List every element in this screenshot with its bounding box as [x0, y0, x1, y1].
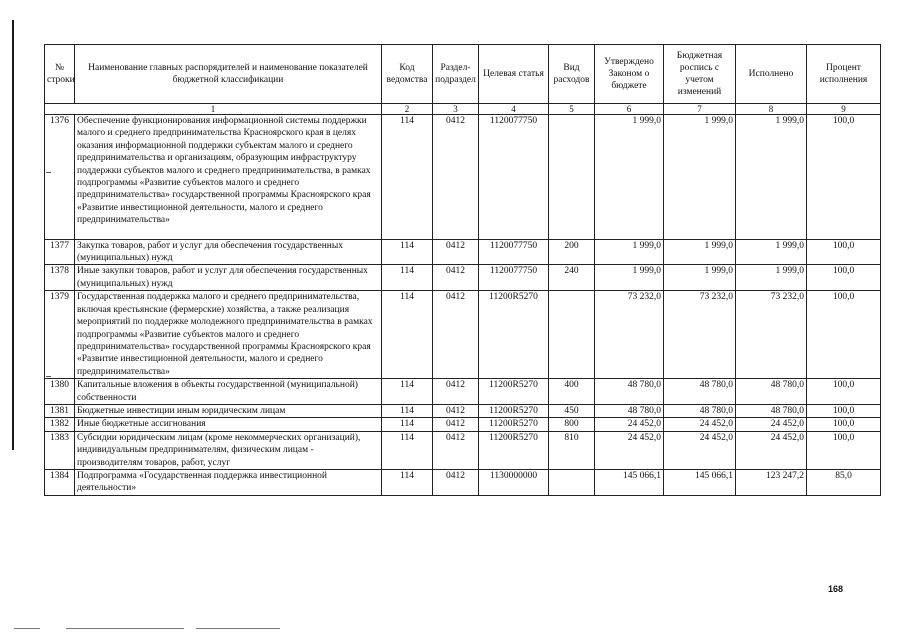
header-executed: Исполнено — [736, 45, 807, 104]
approved-amount: 1 999,0 — [595, 265, 664, 291]
percent-executed: 100,0 — [807, 115, 881, 240]
row-name: Иные бюджетные ассигнования — [75, 418, 382, 431]
column-number: 5 — [549, 104, 595, 115]
target-article: 1120077750 — [479, 239, 549, 265]
executed-amount: 48 780,0 — [736, 404, 807, 417]
header-name: Наименование главных распорядителей и наименование показателей бюджетной классификации — [75, 45, 382, 104]
section-code: 0412 — [433, 404, 479, 417]
table-row — [45, 265, 881, 291]
expense-type: 800 — [549, 418, 595, 431]
header-row-no: № строки — [45, 45, 75, 104]
percent-executed: 85,0 — [807, 469, 881, 495]
dept-code: 114 — [382, 431, 433, 469]
percent-executed: 100,0 — [807, 404, 881, 417]
column-number-row — [45, 104, 881, 115]
expense-type — [549, 469, 595, 495]
header-section: Раздел-подраздел — [433, 45, 479, 104]
percent-executed: 100,0 — [807, 431, 881, 469]
bottom-rule — [66, 628, 184, 629]
budget-list-amount: 73 232,0 — [664, 291, 736, 379]
section-code: 0412 — [433, 418, 479, 431]
table-row — [45, 239, 881, 265]
approved-amount: 24 452,0 — [595, 418, 664, 431]
table-row — [45, 379, 881, 405]
executed-amount: 24 452,0 — [736, 418, 807, 431]
executed-amount: 24 452,0 — [736, 431, 807, 469]
executed-amount: 123 247,2 — [736, 469, 807, 495]
table-row — [45, 469, 881, 495]
budget-list-amount: 48 780,0 — [664, 404, 736, 417]
section-code: 0412 — [433, 265, 479, 291]
expense-type: 400 — [549, 379, 595, 405]
expense-type: 240 — [549, 265, 595, 291]
percent-executed: 100,0 — [807, 291, 881, 379]
column-number: 3 — [433, 104, 479, 115]
approved-amount: 145 066,1 — [595, 469, 664, 495]
header-dept-code: Код ведомства — [382, 45, 433, 104]
row-number: 1383 — [45, 431, 75, 469]
dept-code: 114 — [382, 239, 433, 265]
budget-list-amount: 145 066,1 — [664, 469, 736, 495]
row-name: Закупка товаров, работ и услуг для обеспечения государственных (муниципальных) нужд — [75, 239, 382, 265]
budget-list-amount: 24 452,0 — [664, 431, 736, 469]
column-number: 8 — [736, 104, 807, 115]
row-name: Субсидии юридическим лицам (кроме некоммерческих организаций), индивидуальным предпринимателям, физическим лицам - производителям товаров, работ, услуг — [75, 431, 382, 469]
header-percent: Процент исполнения — [807, 45, 881, 104]
executed-amount: 48 780,0 — [736, 379, 807, 405]
target-article: 11200R5270 — [479, 418, 549, 431]
row-number: 1378 — [45, 265, 75, 291]
table-row — [45, 418, 881, 431]
row-name: Государственная поддержка малого и среднего предпринимательства, включая крестьянские (фермерские) хозяйства, а также реализация мероприятий по поддержке молодежного предпринимательства в рамках подпрограммы «Развитие субъектов малого и среднего предпринимательства» государственной программы Красноярского края «Развитие инвестиционной деятельности, малого и среднего предпринимательства» — [75, 291, 382, 379]
row-number: 1376 — [45, 115, 75, 240]
row-number: 1380 — [45, 379, 75, 405]
row-name: Иные закупки товаров, работ и услуг для обеспечения государственных (муниципальных) нужд — [75, 265, 382, 291]
table-row — [45, 404, 881, 417]
section-code: 0412 — [433, 291, 479, 379]
dept-code: 114 — [382, 418, 433, 431]
approved-amount: 48 780,0 — [595, 379, 664, 405]
header-budget-list: Бюджетная роспись с учетом изменений — [664, 45, 736, 104]
row-name: Обеспечение функционирования информационной системы поддержки малого и среднего предпринимательства Красноярского края в целях оказания информационной поддержки субъектам малого и среднего предпринимательства и организациям, образующим инфраструктуру поддержки субъектов малого и среднего предпринимательства, в рамках подпрограммы «Развитие субъектов малого и среднего предпринимательства» государственной программы Красноярского края «Развитие инвестиционной деятельности, малого и среднего предпринимательства» — [75, 115, 382, 240]
column-number: 4 — [479, 104, 549, 115]
approved-amount: 1 999,0 — [595, 239, 664, 265]
section-code: 0412 — [433, 379, 479, 405]
executed-amount: 1 999,0 — [736, 239, 807, 265]
executed-amount: 1 999,0 — [736, 115, 807, 240]
dept-code: 114 — [382, 379, 433, 405]
row-name: Капитальные вложения в объекты государственной (муниципальной) собственности — [75, 379, 382, 405]
row-number: 1377 — [45, 239, 75, 265]
percent-executed: 100,0 — [807, 265, 881, 291]
budget-list-amount: 24 452,0 — [664, 418, 736, 431]
dept-code: 114 — [382, 265, 433, 291]
binding-line — [12, 20, 14, 450]
target-article: 1120077750 — [479, 265, 549, 291]
percent-executed: 100,0 — [807, 379, 881, 405]
header-row — [45, 45, 881, 104]
percent-executed: 100,0 — [807, 239, 881, 265]
row-number: 1382 — [45, 418, 75, 431]
dept-code: 114 — [382, 291, 433, 379]
column-number: 7 — [664, 104, 736, 115]
dept-code: 114 — [382, 115, 433, 240]
approved-amount: 24 452,0 — [595, 431, 664, 469]
table-row — [45, 431, 881, 469]
target-article: 11200R5270 — [479, 291, 549, 379]
header-target-article: Целевая статья — [479, 45, 549, 104]
section-code: 0412 — [433, 469, 479, 495]
column-number: 2 — [382, 104, 433, 115]
expense-type: 450 — [549, 404, 595, 417]
header-expense-type: Вид расходов — [549, 45, 595, 104]
approved-amount: 48 780,0 — [595, 404, 664, 417]
row-name: Бюджетные инвестиции иным юридическим лицам — [75, 404, 382, 417]
table-row — [45, 115, 881, 240]
expense-type — [549, 115, 595, 240]
dept-code: 114 — [382, 404, 433, 417]
expense-type: 200 — [549, 239, 595, 265]
column-number: 1 — [45, 104, 382, 115]
target-article: 11200R5270 — [479, 379, 549, 405]
expense-type — [549, 291, 595, 379]
section-code: 0412 — [433, 239, 479, 265]
bottom-rule — [196, 628, 280, 629]
budget-list-amount: 1 999,0 — [664, 115, 736, 240]
target-article: 11200R5270 — [479, 404, 549, 417]
budget-list-amount: 1 999,0 — [664, 265, 736, 291]
row-name: Подпрограмма «Государственная поддержка инвестиционной деятельности» — [75, 469, 382, 495]
approved-amount: 73 232,0 — [595, 291, 664, 379]
target-article: 1120077750 — [479, 115, 549, 240]
row-number: 1379 — [45, 291, 75, 379]
bottom-rule — [14, 628, 40, 629]
target-article: 11200R5270 — [479, 431, 549, 469]
table-row — [45, 291, 881, 379]
column-number: 9 — [807, 104, 881, 115]
column-number: 6 — [595, 104, 664, 115]
page-number: 168 — [828, 584, 844, 594]
percent-executed: 100,0 — [807, 418, 881, 431]
row-number: 1384 — [45, 469, 75, 495]
budget-table — [44, 44, 881, 496]
section-code: 0412 — [433, 431, 479, 469]
executed-amount: 1 999,0 — [736, 265, 807, 291]
approved-amount: 1 999,0 — [595, 115, 664, 240]
dept-code: 114 — [382, 469, 433, 495]
row-number: 1381 — [45, 404, 75, 417]
executed-amount: 73 232,0 — [736, 291, 807, 379]
section-code: 0412 — [433, 115, 479, 240]
budget-list-amount: 1 999,0 — [664, 239, 736, 265]
expense-type: 810 — [549, 431, 595, 469]
target-article: 1130000000 — [479, 469, 549, 495]
header-approved: Утверждено Законом о бюджете — [595, 45, 664, 104]
budget-list-amount: 48 780,0 — [664, 379, 736, 405]
